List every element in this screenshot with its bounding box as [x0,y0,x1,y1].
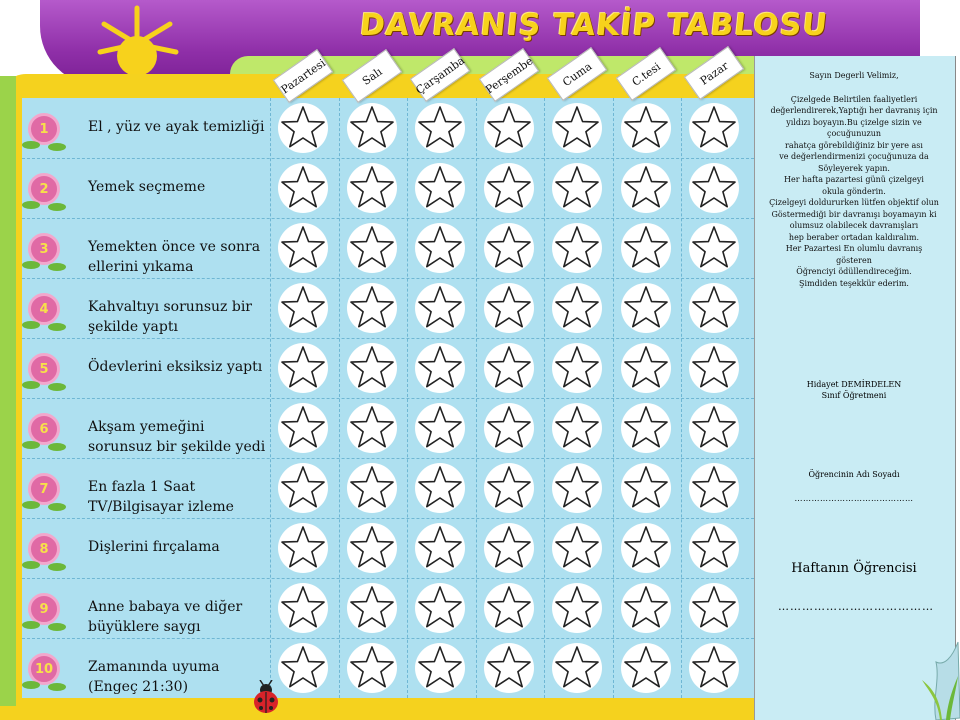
leaf-shape [22,561,40,569]
letter-line: hep beraber ortadan kaldıralım. [788,232,920,242]
letter-line: olumsuz olabilecek davranışları [789,221,919,230]
star-icon[interactable] [278,343,328,393]
star-icon[interactable] [552,463,602,513]
star-icon[interactable] [484,403,534,453]
behavior-label: Yemekten önce ve sonra ellerini yıkama [88,239,261,275]
star-icon[interactable] [689,223,739,273]
star-icon[interactable] [552,403,602,453]
star-icon[interactable] [415,103,465,153]
behavior-label: Akşam yemeğini sorunsuz bir şekilde yedi [88,419,266,455]
star-icon[interactable] [278,283,328,333]
leaf-shape [22,201,40,209]
row-number-badge: 8 [28,533,60,565]
star-icon[interactable] [689,643,739,693]
star-icon[interactable] [278,463,328,513]
star-icon[interactable] [484,643,534,693]
star-icon[interactable] [552,103,602,153]
ladybug-icon [252,680,280,714]
behavior-label: Anne babaya ve diğer büyüklere saygı [88,599,243,635]
column-divider [476,98,477,698]
row-number-badge: 9 [28,593,60,625]
letter-line: Çizelgede Belirtilen faaliyetleri [790,94,918,104]
day-label: Pazartesi [273,49,333,103]
letter-line: Her hafta pazartesi günü çizelgeyi [784,175,924,184]
leaf-shape [22,441,40,449]
panel-edge [0,76,16,706]
flower-icon [28,113,60,145]
star-icon[interactable] [484,343,534,393]
row-number-badge: 3 [28,233,60,265]
star-icon[interactable] [621,643,671,693]
star-icon[interactable] [552,583,602,633]
star-icon[interactable] [689,283,739,333]
leaf-shape [22,321,40,329]
day-label: Pazar [684,46,744,100]
row-divider [22,278,754,279]
star-icon[interactable] [484,463,534,513]
star-icon[interactable] [415,583,465,633]
leaf-shape [48,563,66,571]
day-label: Perşembe [478,48,538,102]
day-label: Çarşamba [410,48,470,102]
leaf-shape [22,501,40,509]
behavior-label: Kahvaltıyı sorunsuz bir şekilde yaptı [88,299,252,335]
leaf-shape [48,203,66,211]
letter-line: gösteren [836,255,872,265]
star-icon[interactable] [552,343,602,393]
row-number-badge: 7 [28,473,60,505]
behavior-label: En fazla 1 Saat TV/Bilgisayar izleme [88,479,234,515]
teacher-signature [758,379,950,401]
flower-icon [28,653,60,685]
flower-icon [28,533,60,565]
star-icon[interactable] [278,583,328,633]
letter-line: çocuğunuzun [826,129,882,138]
star-icon[interactable] [621,163,671,213]
star-icon[interactable] [621,583,671,633]
star-icon[interactable] [347,223,397,273]
star-icon[interactable] [689,463,739,513]
letter-line: değerlendirerek,Yaptığı her davranış için [770,106,938,115]
teacher-name: Hidayet DEMİRDELEN [806,380,902,389]
leaf-shape [22,381,40,389]
student-of-week-field[interactable]: ………………………………… [778,600,934,613]
letter-line: rahatça görebildiğiniz bir yere ası [785,140,923,150]
student-name-label: Öğrencinin Adı Soyadı [808,470,900,479]
star-icon[interactable] [415,643,465,693]
row-number-badge: 6 [28,413,60,445]
star-icon[interactable] [278,643,328,693]
column-divider [270,98,271,698]
column-divider [681,98,682,698]
letter-line: ve değerlendirmenizi çocuğunuza da [779,152,929,161]
star-icon[interactable] [621,523,671,573]
star-icon[interactable] [347,403,397,453]
star-icon[interactable] [347,643,397,693]
star-icon[interactable] [415,523,465,573]
star-icon[interactable] [484,583,534,633]
star-icon[interactable] [689,523,739,573]
row-number-badge: 10 [28,653,60,685]
star-icon[interactable] [484,283,534,333]
row-divider [22,218,754,219]
row-divider [22,398,754,399]
grass-icon [920,650,960,720]
star-icon[interactable] [347,103,397,153]
star-icon[interactable] [689,583,739,633]
star-icon[interactable] [552,523,602,573]
leaf-shape [48,683,66,691]
star-icon[interactable] [415,343,465,393]
leaf-shape [22,621,40,629]
star-icon[interactable] [347,463,397,513]
star-icon[interactable] [621,403,671,453]
star-icon[interactable] [415,283,465,333]
letter-line: yıldızı boyayın.Bu çizelge sizin ve [786,117,922,127]
flower-icon [28,293,60,325]
leaf-shape [48,443,66,451]
star-icon[interactable] [347,163,397,213]
behavior-label: El , yüz ve ayak temizliği [88,119,265,135]
behavior-label: Ödevlerini eksiksiz yaptı [88,359,263,375]
flower-icon [28,173,60,205]
row-number-badge: 2 [28,173,60,205]
day-label: C.tesi [615,47,675,101]
column-divider [613,98,614,698]
star-icon[interactable] [347,583,397,633]
behavior-label: Yemek seçmeme [88,179,206,195]
teacher-title: Sınıf Öğretmeni [821,391,887,400]
row-number-badge: 1 [28,113,60,145]
leaf-shape [22,681,40,689]
star-icon[interactable] [689,343,739,393]
row-divider [22,338,754,339]
star-icon[interactable] [689,103,739,153]
star-icon[interactable] [689,163,739,213]
letter-spacer [758,82,950,94]
leaf-shape [48,383,66,391]
star-icon[interactable] [484,223,534,273]
leaf-shape [48,503,66,511]
star-icon[interactable] [552,643,602,693]
row-divider [22,518,754,519]
letter-line: Şimdiden teşekkür ederim. [799,278,909,288]
flower-icon [28,473,60,505]
star-icon[interactable] [347,523,397,573]
letter-line: Söyleyerek yapın. [818,163,890,173]
leaf-shape [48,623,66,631]
star-icon[interactable] [347,283,397,333]
leaf-shape [48,323,66,331]
parent-letter [758,70,950,289]
column-divider [339,98,340,698]
star-icon[interactable] [552,283,602,333]
star-icon[interactable] [347,343,397,393]
row-number-badge: 5 [28,353,60,385]
sun-icon [92,4,182,84]
flower-icon [28,413,60,445]
student-of-week-title: Haftanın Öğrencisi [791,561,917,576]
row-divider [22,158,754,159]
column-divider [407,98,408,698]
column-divider [544,98,545,698]
letter-line: Öğrenciyi ödüllendireceğim. [796,267,912,276]
page-title: DAVRANIŞ TAKİP TABLOSU [358,8,830,43]
flower-icon [28,233,60,265]
star-icon[interactable] [621,103,671,153]
day-label: Salı [341,49,401,103]
star-icon[interactable] [415,163,465,213]
star-icon[interactable] [484,163,534,213]
star-icon[interactable] [278,163,328,213]
row-divider [22,638,754,639]
behavior-label: Dişlerini fırçalama [88,539,220,555]
day-label: Cuma [547,47,607,101]
student-name-field[interactable]: …………………………………… [794,494,914,503]
letter-greeting: Sayın Degerli Velimiz, [809,71,899,80]
star-icon[interactable] [415,223,465,273]
leaf-shape [22,261,40,269]
star-icon[interactable] [552,223,602,273]
star-icon[interactable] [415,463,465,513]
letter-line: okula gönderin. [822,186,886,196]
leaf-shape [48,263,66,271]
flower-icon [28,353,60,385]
star-icon[interactable] [689,403,739,453]
flower-icon [28,593,60,625]
row-number-badge: 4 [28,293,60,325]
star-icon[interactable] [621,223,671,273]
leaf-shape [48,143,66,151]
star-icon[interactable] [621,463,671,513]
star-icon[interactable] [552,163,602,213]
star-icon[interactable] [278,103,328,153]
letter-line: Her Pazartesi En olumlu davranış [785,244,923,253]
star-icon[interactable] [621,283,671,333]
star-icon[interactable] [278,403,328,453]
letter-line: Çizelgeyi doldururken lütfen objektif olun [769,198,939,207]
star-icon[interactable] [484,103,534,153]
star-icon[interactable] [278,223,328,273]
star-icon[interactable] [278,523,328,573]
row-divider [22,458,754,459]
leaf-shape [22,141,40,149]
star-icon[interactable] [415,403,465,453]
row-divider [22,578,754,579]
star-icon[interactable] [484,523,534,573]
letter-line: Göstermediği bir davranışı boyamayın ki [771,209,937,219]
star-icon[interactable] [621,343,671,393]
behavior-label: Zamanında uyuma (Engeç 21:30) [88,659,220,695]
